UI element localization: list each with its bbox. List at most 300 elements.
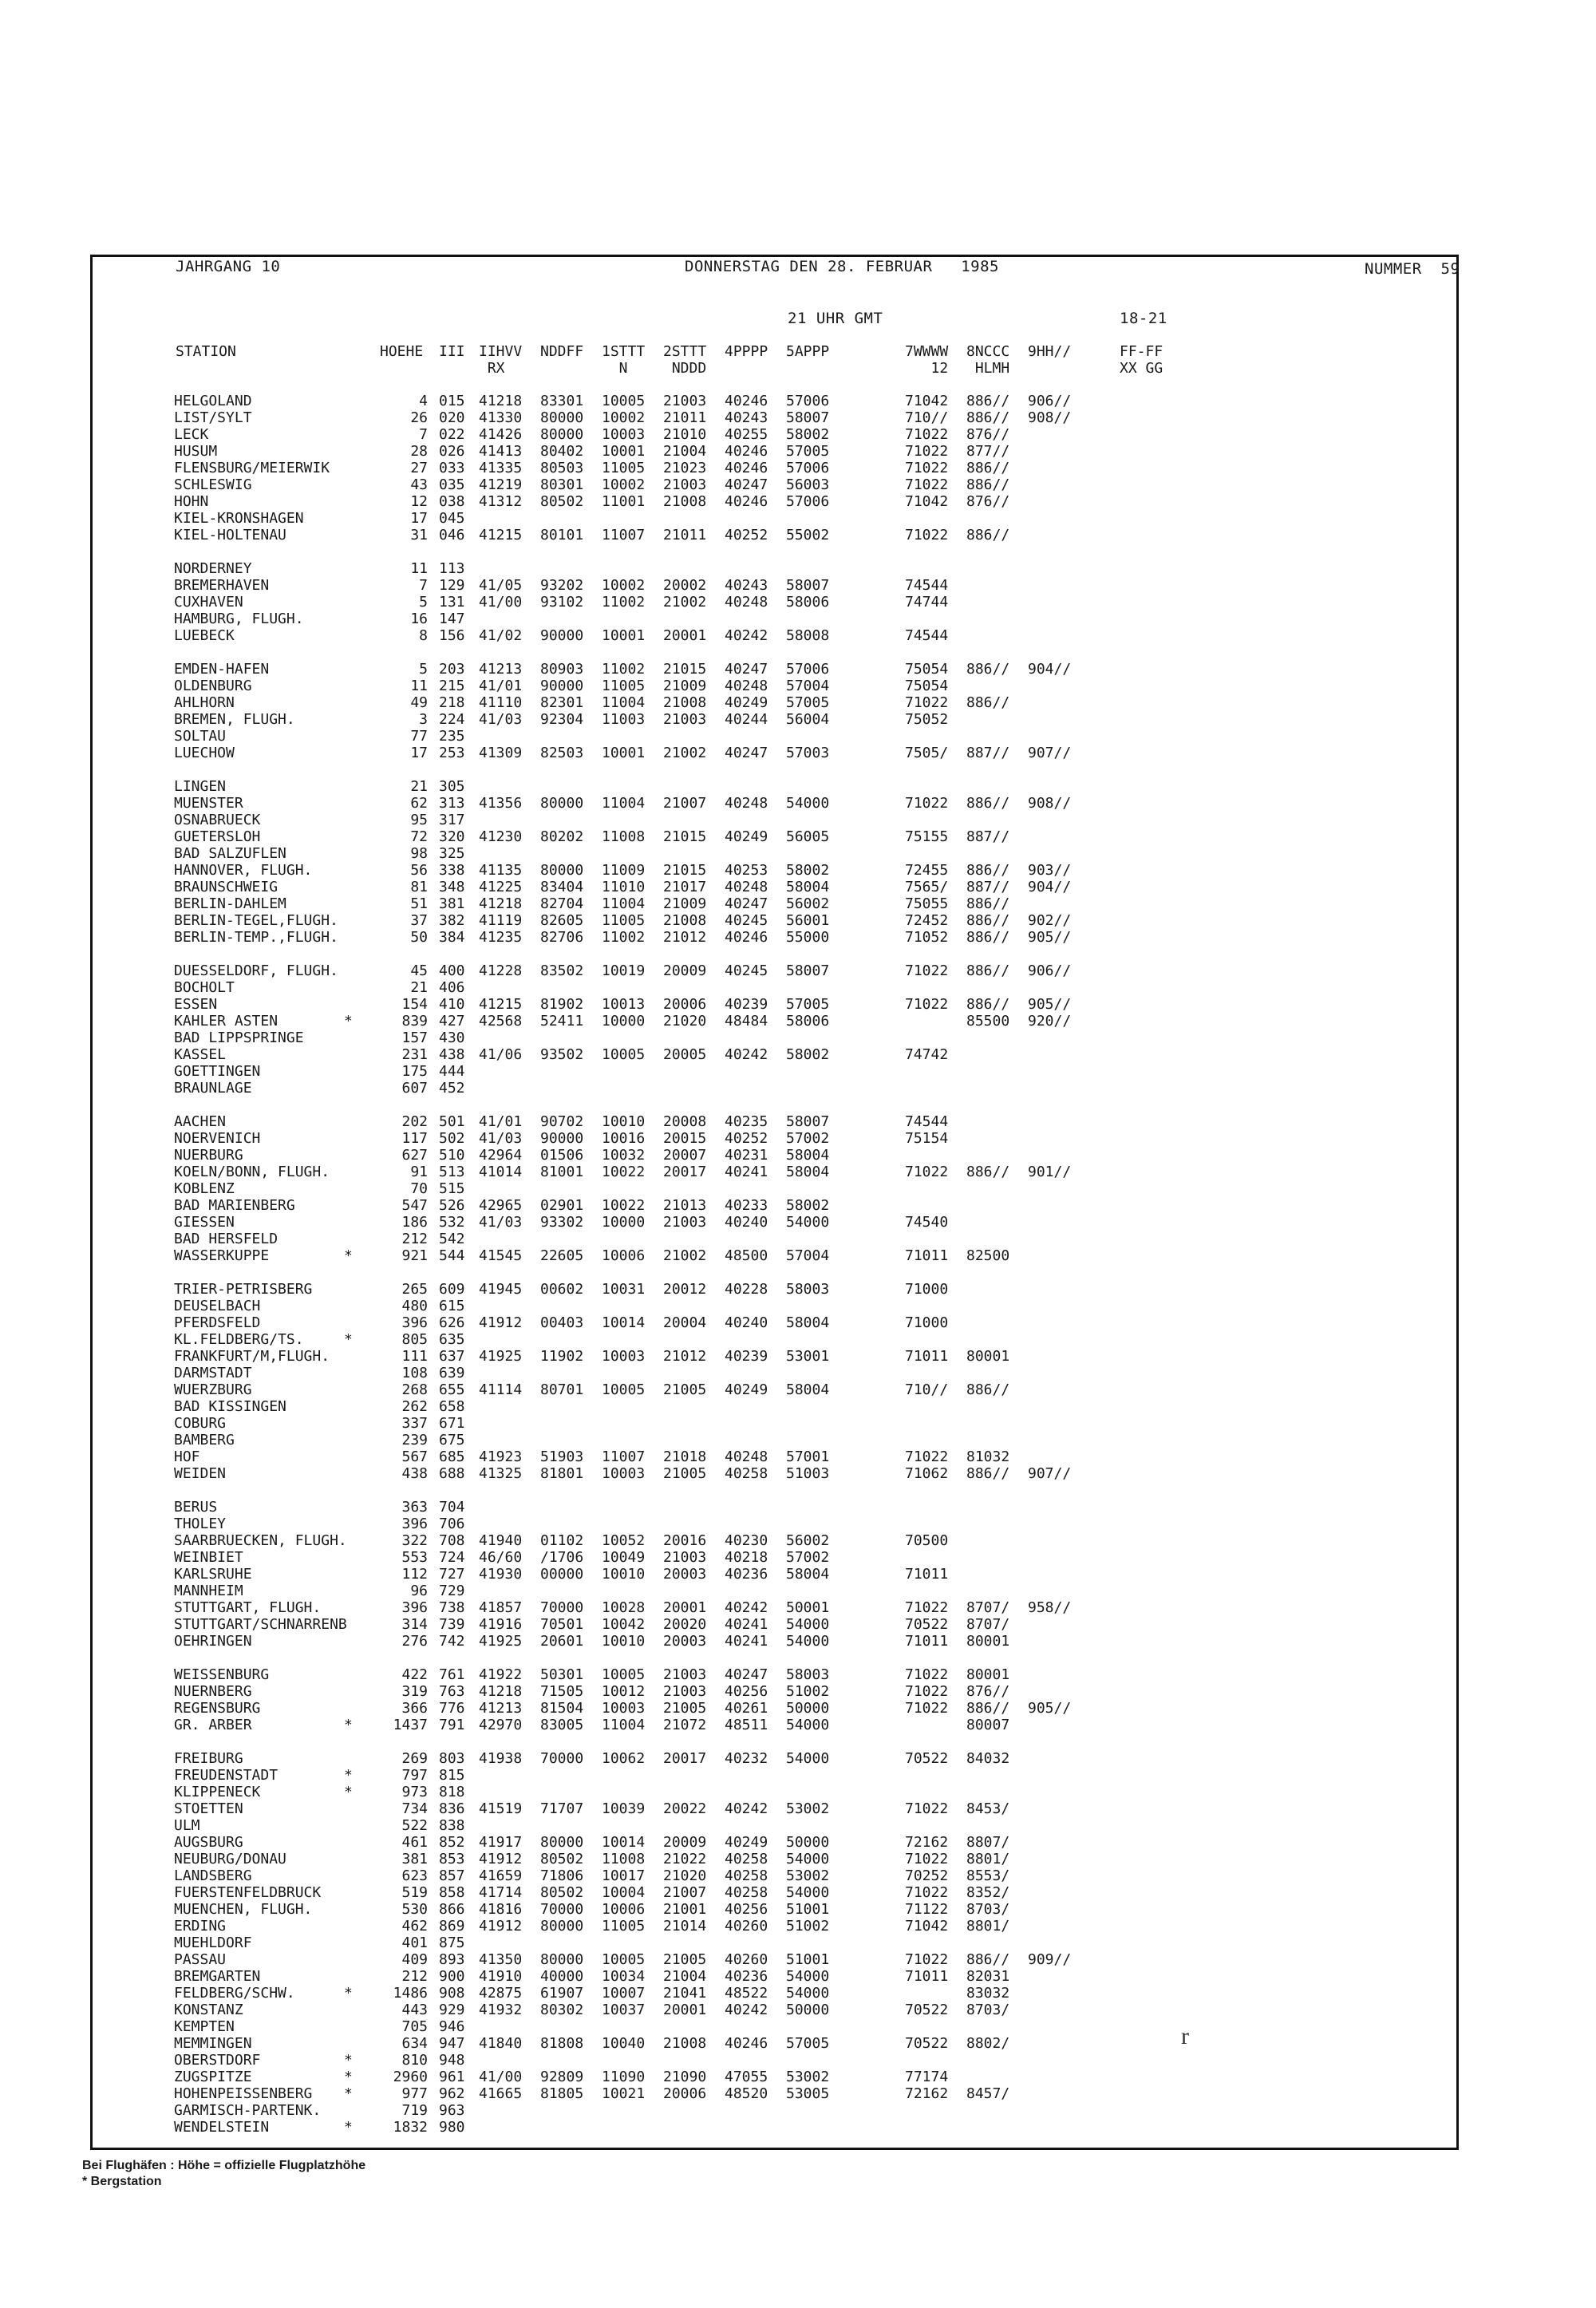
station-index: 444 [439, 1063, 465, 1080]
weather-group: 886// [966, 661, 1010, 678]
weather-group: 886// [966, 1381, 1010, 1398]
weather-group: 71022 [905, 1951, 949, 1968]
station-height: 276 [401, 1633, 428, 1650]
synop-group: 21003 [663, 1683, 707, 1700]
station-height: 366 [401, 1700, 428, 1717]
station-height: 530 [401, 1901, 428, 1918]
station-height: 462 [401, 1918, 428, 1935]
station-name: ERDING [174, 1918, 227, 1935]
station-height: 422 [401, 1666, 428, 1683]
station-name: GUETERSLOH [174, 828, 261, 845]
synop-group: 40241 [725, 1633, 768, 1650]
station-name: LIST/SYLT [174, 409, 252, 426]
station-index: 658 [439, 1398, 465, 1415]
mountain-station-marker: * [344, 1013, 353, 1030]
synop-group: 54000 [786, 1750, 830, 1767]
synop-group: 41014 [479, 1164, 523, 1180]
station-height: 108 [401, 1365, 428, 1381]
synop-group: 41213 [479, 661, 523, 678]
weather-group: 907// [1028, 745, 1072, 761]
station-height: 95 [410, 812, 428, 828]
synop-group: 10003 [602, 426, 646, 443]
synop-group: 20003 [663, 1633, 707, 1650]
synop-group: 21015 [663, 828, 707, 845]
weather-group: 905// [1028, 1700, 1072, 1717]
station-index: 639 [439, 1365, 465, 1381]
synop-group: 80903 [540, 661, 584, 678]
synop-group: 41857 [479, 1599, 523, 1616]
synop-group: 40243 [725, 577, 768, 594]
station-name: BERLIN-TEMP.,FLUGH. [174, 929, 338, 946]
weather-group: 902// [1028, 912, 1072, 929]
station-index: 961 [439, 2069, 465, 2085]
synop-group: 40236 [725, 1566, 768, 1583]
station-name: WENDELSTEIN [174, 2119, 270, 2136]
weather-group: 909// [1028, 1951, 1072, 1968]
station-name: TRIER-PETRISBERG [174, 1281, 313, 1298]
synop-group: 10014 [602, 1834, 646, 1851]
synop-group: 40252 [725, 527, 768, 543]
synop-group: 41910 [479, 1968, 523, 1985]
weather-group: 71022 [905, 1164, 949, 1180]
synop-group: 11004 [602, 694, 646, 711]
station-height: 21 [410, 979, 428, 996]
station-index: 685 [439, 1448, 465, 1465]
synop-group: 82503 [540, 745, 584, 761]
station-name: REGENSBURG [174, 1700, 261, 1717]
synop-group: 70501 [540, 1616, 584, 1633]
station-index: 515 [439, 1180, 465, 1197]
station-name: LUECHOW [174, 745, 235, 761]
synop-group: 46/60 [479, 1549, 523, 1566]
synop-group: 00602 [540, 1281, 584, 1298]
synop-group: 10042 [602, 1616, 646, 1633]
station-height: 1832 [393, 2119, 428, 2136]
synop-group: 81805 [540, 2085, 584, 2102]
weather-group: 71011 [905, 1566, 949, 1583]
margin-mark: r [1181, 2023, 1189, 2049]
synop-group: 40245 [725, 912, 768, 929]
synop-group: 21015 [663, 661, 707, 678]
synop-group: 10001 [602, 745, 646, 761]
synop-group: 56003 [786, 476, 830, 493]
synop-group: 10001 [602, 627, 646, 644]
station-name: AUGSBURG [174, 1834, 243, 1851]
synop-group: 20006 [663, 996, 707, 1013]
station-height: 4 [419, 393, 428, 409]
synop-group: 20001 [663, 1599, 707, 1616]
station-height: 31 [410, 527, 428, 543]
station-height: 111 [401, 1348, 428, 1365]
col-iihvv: IIHVV RX [479, 343, 523, 377]
station-index: 893 [439, 1951, 465, 1968]
synop-group: 21005 [663, 1700, 707, 1717]
weather-group: 71022 [905, 1666, 949, 1683]
weather-group: 958// [1028, 1599, 1072, 1616]
synop-group: 10002 [602, 409, 646, 426]
synop-group: 40242 [725, 2002, 768, 2018]
synop-group: 48511 [725, 1717, 768, 1733]
weather-group: 71022 [905, 1700, 949, 1717]
synop-group: 41912 [479, 1314, 523, 1331]
station-name: BAD SALZUFLEN [174, 845, 286, 862]
station-index: 708 [439, 1532, 465, 1549]
synop-group: 93302 [540, 1214, 584, 1231]
synop-group: 11008 [602, 828, 646, 845]
synop-group: 40241 [725, 1616, 768, 1633]
weather-group: 71011 [905, 1968, 949, 1985]
synop-group: 21041 [663, 1985, 707, 2002]
weather-group: 886// [966, 1465, 1010, 1482]
synop-group: 41213 [479, 1700, 523, 1717]
synop-group: 40242 [725, 1800, 768, 1817]
weather-group: 71042 [905, 393, 949, 409]
station-index: 113 [439, 560, 465, 577]
synop-group: 21005 [663, 1465, 707, 1482]
station-height: 11 [410, 678, 428, 694]
synop-group: 10039 [602, 1800, 646, 1817]
station-index: 853 [439, 1851, 465, 1867]
mountain-station-marker: * [344, 1767, 353, 1784]
station-index: 156 [439, 627, 465, 644]
synop-group: 90000 [540, 627, 584, 644]
synop-group: 58004 [786, 1381, 830, 1398]
synop-group: 21014 [663, 1918, 707, 1935]
weather-group: 82031 [966, 1968, 1010, 1985]
station-index: 729 [439, 1583, 465, 1599]
station-name: KIEL-KRONSHAGEN [174, 510, 304, 527]
station-height: 438 [401, 1465, 428, 1482]
station-index: 544 [439, 1247, 465, 1264]
synop-group: 41912 [479, 1851, 523, 1867]
synop-group: 54000 [786, 1633, 830, 1650]
station-name: KL.FELDBERG/TS. [174, 1331, 304, 1348]
synop-group: 10005 [602, 1666, 646, 1683]
synop-group: 54000 [786, 1968, 830, 1985]
station-height: 212 [401, 1231, 428, 1247]
synop-group: 20601 [540, 1633, 584, 1650]
station-height: 81 [410, 879, 428, 895]
synop-group: 21001 [663, 1901, 707, 1918]
weather-group: 81032 [966, 1448, 1010, 1465]
station-index: 513 [439, 1164, 465, 1180]
station-name: WUERZBURG [174, 1381, 252, 1398]
weather-group: 886// [966, 393, 1010, 409]
weather-group: 80001 [966, 1633, 1010, 1650]
station-height: 96 [410, 1583, 428, 1599]
station-height: 337 [401, 1415, 428, 1432]
station-height: 26 [410, 409, 428, 426]
weather-group: 71022 [905, 443, 949, 460]
synop-group: 48484 [725, 1013, 768, 1030]
station-height: 56 [410, 862, 428, 879]
weather-group: 886// [966, 694, 1010, 711]
synop-group: 53002 [786, 1867, 830, 1884]
synop-group: 10010 [602, 1566, 646, 1583]
synop-group: 21011 [663, 527, 707, 543]
synop-group: 10028 [602, 1599, 646, 1616]
station-height: 607 [401, 1080, 428, 1097]
station-index: 038 [439, 493, 465, 510]
station-name: DUESSELDORF, FLUGH. [174, 962, 338, 979]
weather-group: 7505/ [905, 745, 949, 761]
weather-group: 901// [1028, 1164, 1072, 1180]
weather-group: 8703/ [966, 1901, 1010, 1918]
station-height: 519 [401, 1884, 428, 1901]
station-index: 724 [439, 1549, 465, 1566]
station-index: 671 [439, 1415, 465, 1432]
synop-group: 40258 [725, 1465, 768, 1482]
synop-group: 40242 [725, 1599, 768, 1616]
synop-group: 10031 [602, 1281, 646, 1298]
station-height: 45 [410, 962, 428, 979]
synop-group: 41/03 [479, 711, 523, 728]
weather-group: 75055 [905, 895, 949, 912]
station-name: FLENSBURG/MEIERWIK [174, 460, 330, 476]
synop-group: 58004 [786, 1147, 830, 1164]
synop-group: 80000 [540, 426, 584, 443]
station-index: 510 [439, 1147, 465, 1164]
weather-group: 8553/ [966, 1867, 1010, 1884]
synop-group: 11007 [602, 1448, 646, 1465]
station-height: 112 [401, 1566, 428, 1583]
station-index: 739 [439, 1616, 465, 1633]
weather-group: 77174 [905, 2069, 949, 2085]
synop-group: 58002 [786, 1197, 830, 1214]
synop-group: 80000 [540, 1918, 584, 1935]
synop-group: 10052 [602, 1532, 646, 1549]
station-height: 381 [401, 1851, 428, 1867]
station-index: 791 [439, 1717, 465, 1733]
station-index: 501 [439, 1113, 465, 1130]
station-height: 314 [401, 1616, 428, 1633]
station-name: MUENSTER [174, 795, 243, 812]
station-height: 51 [410, 895, 428, 912]
station-height: 547 [401, 1197, 428, 1214]
weather-group: 887// [966, 879, 1010, 895]
station-height: 49 [410, 694, 428, 711]
station-height: 319 [401, 1683, 428, 1700]
station-height: 12 [410, 493, 428, 510]
synop-group: 50000 [786, 2002, 830, 2018]
synop-group: 20008 [663, 1113, 707, 1130]
synop-group: 10014 [602, 1314, 646, 1331]
footnote-mountain: * Bergstation [82, 2175, 162, 2188]
station-name: STUTTGART/SCHNARRENB [174, 1616, 347, 1633]
synop-group: 90000 [540, 1130, 584, 1147]
synop-group: 80000 [540, 409, 584, 426]
synop-group: 21002 [663, 1247, 707, 1264]
synop-group: 54000 [786, 1616, 830, 1633]
synop-group: 21004 [663, 443, 707, 460]
weather-group: 74744 [905, 594, 949, 611]
synop-group: 10006 [602, 1901, 646, 1918]
station-index: 962 [439, 2085, 465, 2102]
station-index: 866 [439, 1901, 465, 1918]
station-height: 5 [419, 661, 428, 678]
synop-group: 40260 [725, 1918, 768, 1935]
weather-group: 8453/ [966, 1800, 1010, 1817]
station-name: OEHRINGEN [174, 1633, 252, 1650]
station-name: MEMMINGEN [174, 2035, 252, 2052]
synop-group: 20009 [663, 1834, 707, 1851]
synop-group: 57005 [786, 694, 830, 711]
weather-group: 710// [905, 1381, 949, 1398]
synop-group: 40245 [725, 962, 768, 979]
synop-group: 20017 [663, 1164, 707, 1180]
synop-group: 90702 [540, 1113, 584, 1130]
synop-group: 21003 [663, 1214, 707, 1231]
station-name: WASSERKUPPE [174, 1247, 270, 1264]
synop-group: 41413 [479, 443, 523, 460]
synop-group: 41228 [479, 962, 523, 979]
weather-group: 886// [966, 1951, 1010, 1968]
synop-group: 21090 [663, 2069, 707, 2085]
station-index: 215 [439, 678, 465, 694]
station-height: 409 [401, 1951, 428, 1968]
synop-group: 41119 [479, 912, 523, 929]
station-name: BERLIN-TEGEL,FLUGH. [174, 912, 338, 929]
synop-group: 61907 [540, 1985, 584, 2002]
synop-group: 10019 [602, 962, 646, 979]
synop-group: 41912 [479, 1918, 523, 1935]
synop-group: 54000 [786, 795, 830, 812]
station-name: HOF [174, 1448, 200, 1465]
weather-group: 71022 [905, 996, 949, 1013]
station-height: 839 [401, 1013, 428, 1030]
station-height: 461 [401, 1834, 428, 1851]
synop-group: 40258 [725, 1884, 768, 1901]
synop-group: 58002 [786, 1046, 830, 1063]
synop-group: 40230 [725, 1532, 768, 1549]
station-index: 704 [439, 1499, 465, 1516]
synop-group: 11004 [602, 895, 646, 912]
weather-group: 908// [1028, 409, 1072, 426]
weather-group: 886// [966, 962, 1010, 979]
weather-group: 903// [1028, 862, 1072, 879]
synop-group: 40246 [725, 929, 768, 946]
issue-number: NUMMER 59 [1365, 260, 1460, 278]
synop-group: 57006 [786, 460, 830, 476]
station-name: BAD HERSFELD [174, 1231, 279, 1247]
synop-group: 51002 [786, 1918, 830, 1935]
synop-group: 40247 [725, 745, 768, 761]
synop-group: 21022 [663, 1851, 707, 1867]
synop-group: 55002 [786, 527, 830, 543]
station-height: 268 [401, 1381, 428, 1398]
station-index: 815 [439, 1767, 465, 1784]
synop-group: 41356 [479, 795, 523, 812]
synop-group: 82704 [540, 895, 584, 912]
synop-group: 58007 [786, 962, 830, 979]
station-name: ULM [174, 1817, 200, 1834]
synop-group: 41714 [479, 1884, 523, 1901]
station-height: 7 [419, 426, 428, 443]
station-height: 396 [401, 1314, 428, 1331]
weather-group: 886// [966, 929, 1010, 946]
synop-group: 41519 [479, 1800, 523, 1817]
synop-group: 80000 [540, 1951, 584, 1968]
station-index: 946 [439, 2018, 465, 2035]
station-height: 443 [401, 2002, 428, 2018]
synop-group: 40235 [725, 1113, 768, 1130]
weather-group: 71022 [905, 460, 949, 476]
weather-group: 71022 [905, 694, 949, 711]
weather-group: 72452 [905, 912, 949, 929]
weather-group: 70522 [905, 1750, 949, 1767]
synop-group: 58004 [786, 879, 830, 895]
weather-group: 905// [1028, 929, 1072, 946]
synop-group: 81504 [540, 1700, 584, 1717]
synop-group: 41940 [479, 1532, 523, 1549]
station-index: 637 [439, 1348, 465, 1365]
weather-group: 71122 [905, 1901, 949, 1918]
synop-group: 40253 [725, 862, 768, 879]
weather-group: 71022 [905, 1599, 949, 1616]
station-name: THOLEY [174, 1516, 227, 1532]
synop-group: 21012 [663, 1348, 707, 1365]
weather-group: 70522 [905, 1616, 949, 1633]
synop-group: 11008 [602, 1851, 646, 1867]
col-1sttt: 1STTT N [602, 343, 646, 377]
station-name: LECK [174, 426, 209, 443]
station-name: BREMEN, FLUGH. [174, 711, 295, 728]
synop-group: 10003 [602, 1465, 646, 1482]
synop-group: 50000 [786, 1834, 830, 1851]
synop-group: 01102 [540, 1532, 584, 1549]
mountain-station-marker: * [344, 2069, 353, 2085]
col-7wwww: 7WWWW 12 [905, 343, 949, 377]
station-name: CUXHAVEN [174, 594, 243, 611]
synop-group: 57001 [786, 1448, 830, 1465]
station-index: 688 [439, 1465, 465, 1482]
synop-group: 21007 [663, 1884, 707, 1901]
weather-group: 74540 [905, 1214, 949, 1231]
weather-group: 71022 [905, 1851, 949, 1867]
station-name: HAMBURG, FLUGH. [174, 611, 304, 627]
weather-group: 876// [966, 1683, 1010, 1700]
weather-group: 877// [966, 443, 1010, 460]
synop-group: 10000 [602, 1013, 646, 1030]
synop-group: 20003 [663, 1566, 707, 1583]
synop-group: 21005 [663, 1951, 707, 1968]
station-index: 203 [439, 661, 465, 678]
synop-group: 21015 [663, 862, 707, 879]
synop-group: 82605 [540, 912, 584, 929]
station-name: BRAUNLAGE [174, 1080, 252, 1097]
synop-group: 21003 [663, 1666, 707, 1683]
synop-group: 50000 [786, 1700, 830, 1717]
weather-group: 75054 [905, 661, 949, 678]
synop-group: 10017 [602, 1867, 646, 1884]
synop-group: 57005 [786, 443, 830, 460]
synop-group: 41665 [479, 2085, 523, 2102]
synop-group: 41426 [479, 426, 523, 443]
synop-group: 10005 [602, 1046, 646, 1063]
station-height: 734 [401, 1800, 428, 1817]
weather-group: 75052 [905, 711, 949, 728]
synop-group: 10062 [602, 1750, 646, 1767]
synop-group: 11009 [602, 862, 646, 879]
station-height: 262 [401, 1398, 428, 1415]
synop-group: 20017 [663, 1750, 707, 1767]
station-index: 129 [439, 577, 465, 594]
col-nddff: NDDFF [540, 343, 584, 360]
synop-group: 21017 [663, 879, 707, 895]
station-height: 154 [401, 996, 428, 1013]
station-name: COBURG [174, 1415, 227, 1432]
synop-group: 48520 [725, 2085, 768, 2102]
